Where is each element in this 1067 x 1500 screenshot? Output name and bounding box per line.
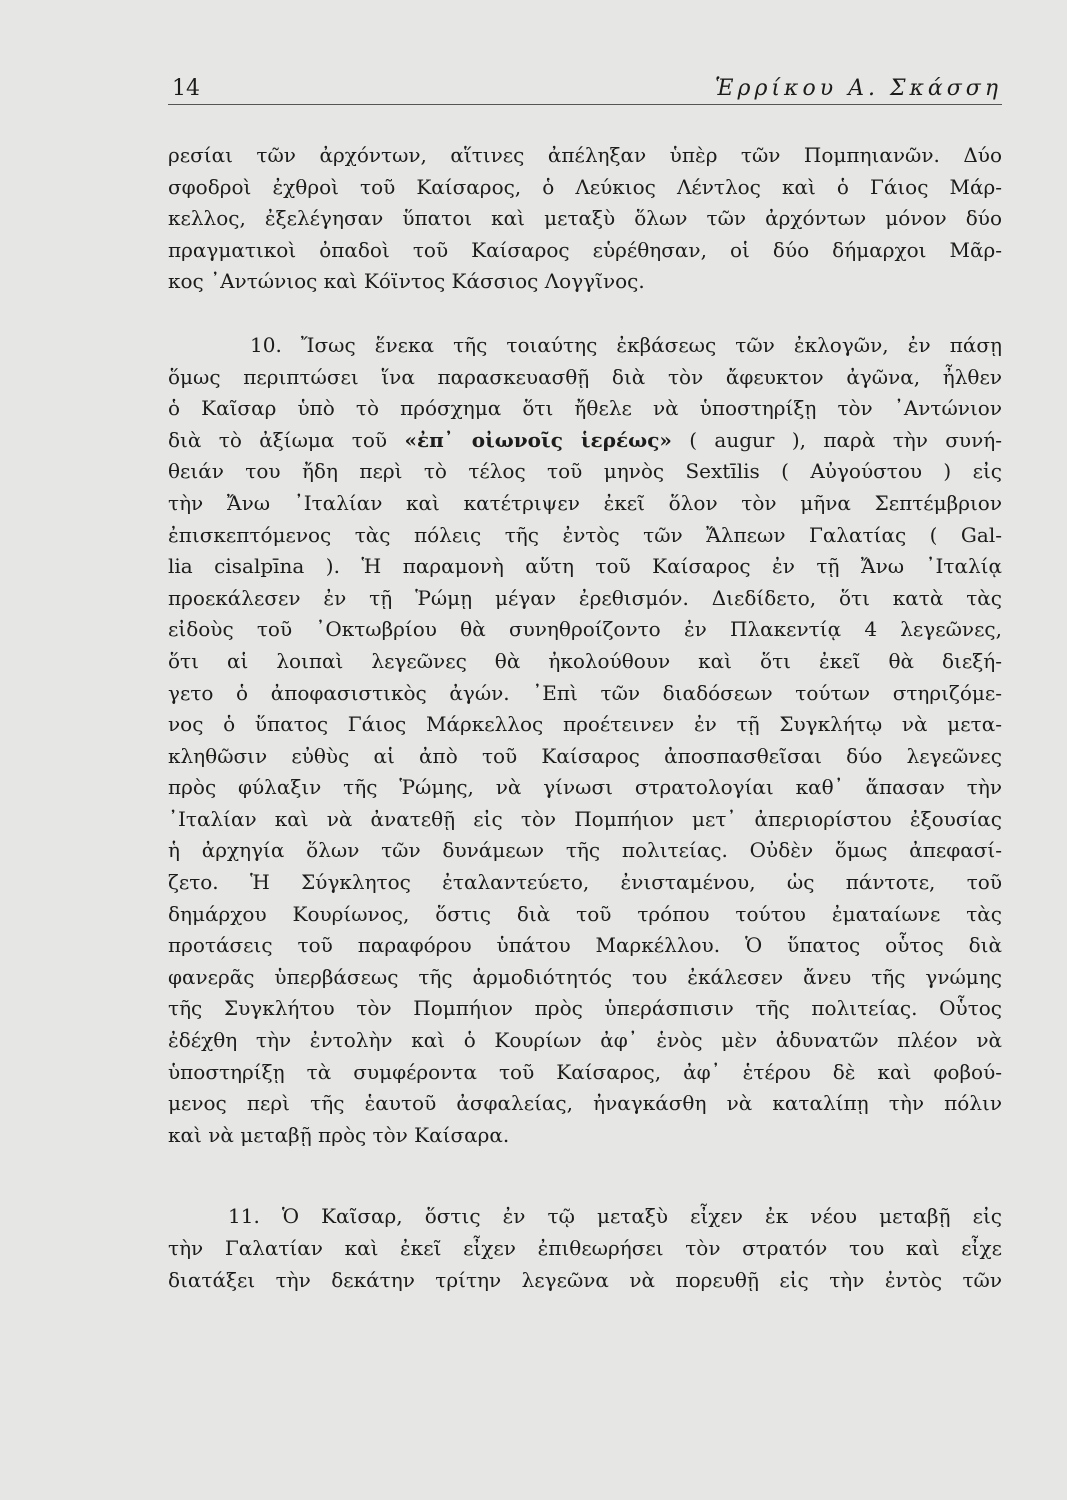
text-line: προτάσεις τοῦ παραφόρου ὑπάτου Μαρκέλλου. Ὁ ὕπατος οὗτος διὰ: [168, 933, 1002, 958]
text-line: κληθῶσιν εὐθὺς αἱ ἀπὸ τοῦ Καίσαρος ἀποσπασθεῖσαι δύο λεγεῶνες: [168, 743, 1002, 768]
text-line: διατάξει τὴν δεκάτην τρίτην λεγεῶνα νὰ πορευθῇ εἰς τὴν ἐντὸς τῶν: [168, 1267, 1002, 1292]
text-line: πρὸς φύλαξιν τῆς Ῥώμης, νὰ γίνωσι στρατολογίαι καθ᾿ ἅπασαν τὴν: [168, 775, 1002, 800]
text-line: ὅμως περιπτώσει ἵνα παρασκευασθῇ διὰ τὸν ἄφευκτον ἀγῶνα, ἦλθεν: [168, 364, 1002, 389]
text-line: διὰ τὸ ἀξίωμα τοῦ «ἐπ᾿ οἰωνοῖς ἱερέως» ( augur ), παρὰ τὴν συνή-: [168, 427, 1002, 452]
text-line: ἡ ἀρχηγία ὅλων τῶν δυνάμεων τῆς πολιτείας. Οὐδὲν ὅμως ἀπεφασί-: [168, 838, 1002, 863]
paragraph-section-11: [168, 1201, 1002, 1296]
text-line: ὑποστηρίξῃ τὰ συμφέροντα τοῦ Καίσαρος, ἀφ᾿ ἑτέρου δὲ καὶ φοβού-: [168, 1059, 1002, 1084]
text-line: νος ὁ ὕπατος Γάιος Μάρκελλος προέτεινεν ἐν τῇ Συγκλήτῳ νὰ μετα-: [168, 712, 1002, 737]
body-text: [168, 140, 1002, 1296]
text-line: φανερᾶς ὑπερβάσεως τῆς ἁρμοδιότητός του ἐκάλεσεν ἄνευ τῆς γνώμης: [168, 964, 1002, 989]
text-line: ἐπισκεπτόμενος τὰς πόλεις τῆς ἐντὸς τῶν Ἄλπεων Γαλατίας ( Gal-: [168, 522, 1002, 547]
running-head: Ἑρρίκου Α. Σκάσση: [715, 76, 1002, 101]
text-line: lia cisalpīna ). Ἡ παραμονὴ αὕτη τοῦ Καίσαρος ἐν τῇ Ἄνω ᾿Ιταλίᾳ: [168, 554, 1002, 579]
text-line: ᾿Ιταλίαν καὶ νὰ ἀνατεθῇ εἰς τὸν Πομπήιον μετ᾿ ἀπεριορίστου ἐξουσίας: [168, 806, 1002, 831]
text-line: δημάρχου Κουρίωνος, ὅστις διὰ τοῦ τρόπου τούτου ἐματαίωνε τὰς: [168, 901, 1002, 926]
paragraph-section-10: [168, 330, 1002, 1151]
text-line: ζετο. Ἡ Σύγκλητος ἐταλαντεύετο, ἐνισταμένου, ὡς πάντοτε, τοῦ: [168, 870, 1002, 895]
text-line: ὅτι αἱ λοιπαὶ λεγεῶνες θὰ ἠκολούθουν καὶ ὅτι ἐκεῖ θὰ διεξή-: [168, 648, 1002, 673]
page-number: 14: [172, 76, 200, 101]
text-line: θειάν του ἤδη περὶ τὸ τέλος τοῦ μηνὸς Sextīlis ( Αὐγούστου ) εἰς: [168, 459, 1002, 484]
text-line: καὶ νὰ μεταβῇ πρὸς τὸν Καίσαρα.: [168, 1122, 510, 1147]
page-header: [168, 70, 1002, 105]
text-line: σφοδροὶ ἐχθροὶ τοῦ Καίσαρος, ὁ Λεύκιος Λέντλος καὶ ὁ Γάιος Μάρ-: [168, 174, 1002, 199]
text-line: 10. Ἴσως ἕνεκα τῆς τοιαύτης ἐκβάσεως τῶν ἐκλογῶν, ἐν πάσῃ: [250, 332, 1002, 357]
text-line: κελλος, ἐξελέγησαν ὕπατοι καὶ μεταξὺ ὅλων τῶν ἀρχόντων μόνον δύο: [168, 206, 1002, 231]
text-line: πραγματικοὶ ὀπαδοὶ τοῦ Καίσαρος εὑρέθησαν, οἱ δύο δήμαρχοι Μᾶρ-: [168, 237, 1002, 262]
paragraph-spacer: [168, 298, 1002, 330]
text-line: εἰδοὺς τοῦ ᾿Οκτωβρίου θὰ συνηθροίζοντο ἐν Πλακεντίᾳ 4 λεγεῶνες,: [168, 617, 1002, 642]
text-line: 11. Ὁ Καῖσαρ, ὅστις ἐν τῷ μεταξὺ εἶχεν ἐκ νέου μεταβῇ εἰς: [228, 1204, 1002, 1229]
text-line: προεκάλεσεν ἐν τῇ Ῥώμῃ μέγαν ἐρεθισμόν. Διεδίδετο, ὅτι κατὰ τὰς: [168, 585, 1002, 610]
text-line: μενος περὶ τῆς ἑαυτοῦ ἀσφαλείας, ἠναγκάσθη νὰ καταλίπῃ τὴν πόλιν: [168, 1091, 1002, 1116]
text-line: τῆς Συγκλήτου τὸν Πομπήιον πρὸς ὑπεράσπισιν τῆς πολιτείας. Οὗτος: [168, 996, 1002, 1021]
text-line: γετο ὁ ἀποφασιστικὸς ἀγών. ᾿Επὶ τῶν διαδόσεων τούτων στηριζόμε-: [168, 680, 1002, 705]
paragraph-spacer: [168, 1151, 1002, 1201]
text-line: τὴν Ἄνω ᾿Ιταλίαν καὶ κατέτριψεν ἐκεῖ ὅλον τὸν μῆνα Σεπτέμβριον: [168, 490, 1002, 515]
text-line: κος ᾿Αντώνιος καὶ Κόϊντος Κάσσιος Λογγῖνος.: [168, 269, 645, 294]
text-line: ὁ Καῖσαρ ὑπὸ τὸ πρόσχημα ὅτι ἤθελε νὰ ὑποστηρίξῃ τὸν ᾿Αντώνιον: [168, 396, 1002, 421]
emphasized-phrase: «ἐπ᾿ οἰωνοῖς ἱερέως»: [404, 427, 672, 452]
text-line: ρεσίαι τῶν ἀρχόντων, αἵτινες ἀπέληξαν ὑπὲρ τῶν Πομπηιανῶν. Δύο: [168, 143, 1002, 167]
text-line: τὴν Γαλατίαν καὶ ἐκεῖ εἶχεν ἐπιθεωρήσει τὸν στρατόν του καὶ εἶχε: [168, 1236, 1002, 1260]
text-line: ἐδέχθη τὴν ἐντολὴν καὶ ὁ Κουρίων ἀφ᾿ ἑνὸς μὲν ἀδυνατῶν πλέον νὰ: [168, 1028, 1002, 1053]
paragraph-1: [168, 140, 1002, 298]
